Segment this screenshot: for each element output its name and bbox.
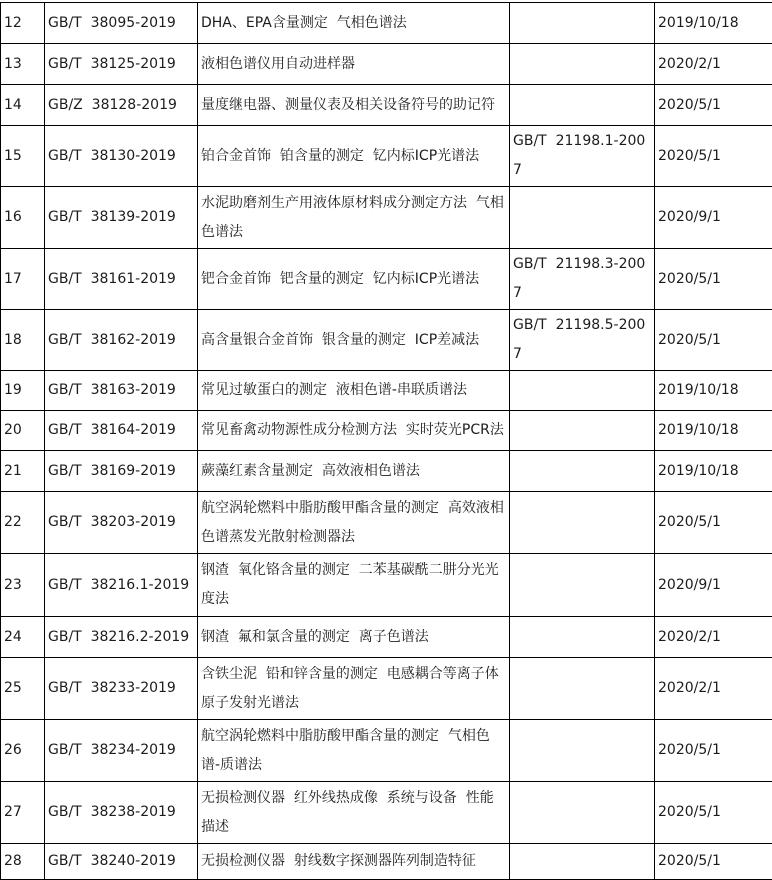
- row-number-cell: 17: [1, 249, 45, 310]
- standards-table-body: [1, 3, 772, 880]
- row-number-cell: 15: [1, 126, 45, 187]
- row-number-cell: 25: [1, 658, 45, 720]
- replaced-standard-cell: GB/T 21198.3-2007: [510, 249, 655, 310]
- replaced-standard-cell: [510, 782, 655, 844]
- standard-name-cell: 高含量银合金首饰 银含量的测定 ICP差减法: [198, 310, 510, 371]
- replaced-standard-cell: [510, 617, 655, 658]
- table-row: [1, 44, 772, 85]
- implementation-date-cell: 2020/5/1: [655, 310, 772, 371]
- row-number-cell: 27: [1, 782, 45, 844]
- replaced-standard-cell: [510, 451, 655, 492]
- replaced-standard-cell: [510, 844, 655, 880]
- standards-table: [0, 2, 772, 880]
- row-number-cell: 23: [1, 554, 45, 617]
- replaced-standard-cell: [510, 371, 655, 411]
- row-number-cell: 26: [1, 720, 45, 782]
- row-number-cell: 12: [1, 3, 45, 44]
- row-number-cell: 28: [1, 844, 45, 880]
- replaced-standard-cell: [510, 554, 655, 617]
- table-row: [1, 720, 772, 782]
- implementation-date-cell: 2020/5/1: [655, 249, 772, 310]
- implementation-date-cell: 2020/5/1: [655, 85, 772, 126]
- standard-name-cell: 量度继电器、测量仪表及相关设备符号的助记符: [198, 85, 510, 126]
- standard-code-cell: GB/T 38130-2019: [45, 126, 198, 187]
- row-number-cell: 13: [1, 44, 45, 85]
- replaced-standard-cell: [510, 3, 655, 44]
- replaced-standard-cell: [510, 720, 655, 782]
- standard-code-cell: GB/T 38216.1-2019: [45, 554, 198, 617]
- standard-code-cell: GB/T 38240-2019: [45, 844, 198, 880]
- standard-code-cell: GB/T 38163-2019: [45, 371, 198, 411]
- standard-name-cell: 航空涡轮燃料中脂肪酸甲酯含量的测定 高效液相色谱蒸发光散射检测器法: [198, 492, 510, 554]
- table-row: [1, 451, 772, 492]
- table-row: [1, 371, 772, 411]
- standard-code-cell: GB/T 38238-2019: [45, 782, 198, 844]
- table-row: [1, 126, 772, 187]
- replaced-standard-cell: GB/T 21198.1-2007: [510, 126, 655, 187]
- standard-code-cell: GB/T 38233-2019: [45, 658, 198, 720]
- standard-name-cell: 铂合金首饰 铂含量的测定 钇内标ICP光谱法: [198, 126, 510, 187]
- table-row: [1, 85, 772, 126]
- table-row: [1, 187, 772, 249]
- implementation-date-cell: 2020/5/1: [655, 126, 772, 187]
- standard-name-cell: 无损检测仪器 红外线热成像 系统与设备 性能描述: [198, 782, 510, 844]
- standard-code-cell: GB/T 38234-2019: [45, 720, 198, 782]
- standard-code-cell: GB/T 38169-2019: [45, 451, 198, 492]
- row-number-cell: 22: [1, 492, 45, 554]
- standard-name-cell: 钢渣 氧化铬含量的测定 二苯基碳酰二肼分光光度法: [198, 554, 510, 617]
- implementation-date-cell: 2020/2/1: [655, 617, 772, 658]
- standard-name-cell: 钢渣 氟和氯含量的测定 离子色谱法: [198, 617, 510, 658]
- table-row: [1, 3, 772, 44]
- implementation-date-cell: 2020/5/1: [655, 782, 772, 844]
- standard-name-cell: 水泥助磨剂生产用液体原材料成分测定方法 气相色谱法: [198, 187, 510, 249]
- replaced-standard-cell: [510, 411, 655, 451]
- implementation-date-cell: 2020/2/1: [655, 44, 772, 85]
- implementation-date-cell: 2020/2/1: [655, 658, 772, 720]
- implementation-date-cell: 2020/5/1: [655, 720, 772, 782]
- row-number-cell: 20: [1, 411, 45, 451]
- standard-code-cell: GB/T 38125-2019: [45, 44, 198, 85]
- implementation-date-cell: 2020/5/1: [655, 492, 772, 554]
- implementation-date-cell: 2020/5/1: [655, 844, 772, 880]
- table-row: [1, 492, 772, 554]
- replaced-standard-cell: [510, 187, 655, 249]
- standard-code-cell: GB/T 38139-2019: [45, 187, 198, 249]
- standard-name-cell: 航空涡轮燃料中脂肪酸甲酯含量的测定 气相色谱-质谱法: [198, 720, 510, 782]
- replaced-standard-cell: [510, 658, 655, 720]
- standard-code-cell: GB/T 38216.2-2019: [45, 617, 198, 658]
- implementation-date-cell: 2020/9/1: [655, 554, 772, 617]
- replaced-standard-cell: [510, 44, 655, 85]
- replaced-standard-cell: [510, 492, 655, 554]
- table-row: [1, 844, 772, 880]
- table-row: [1, 554, 772, 617]
- row-number-cell: 24: [1, 617, 45, 658]
- replaced-standard-cell: [510, 85, 655, 126]
- table-row: [1, 617, 772, 658]
- row-number-cell: 14: [1, 85, 45, 126]
- standard-code-cell: GB/T 38162-2019: [45, 310, 198, 371]
- standard-code-cell: GB/T 38203-2019: [45, 492, 198, 554]
- implementation-date-cell: 2019/10/18: [655, 3, 772, 44]
- standard-name-cell: 蕨藻红素含量测定 高效液相色谱法: [198, 451, 510, 492]
- row-number-cell: 18: [1, 310, 45, 371]
- standard-name-cell: 常见过敏蛋白的测定 液相色谱-串联质谱法: [198, 371, 510, 411]
- implementation-date-cell: 2019/10/18: [655, 371, 772, 411]
- standard-name-cell: 钯合金首饰 钯含量的测定 钇内标ICP光谱法: [198, 249, 510, 310]
- standard-code-cell: GB/T 38164-2019: [45, 411, 198, 451]
- row-number-cell: 21: [1, 451, 45, 492]
- replaced-standard-cell: GB/T 21198.5-2007: [510, 310, 655, 371]
- standard-name-cell: 液相色谱仪用自动进样器: [198, 44, 510, 85]
- table-row: [1, 411, 772, 451]
- row-number-cell: 19: [1, 371, 45, 411]
- standard-name-cell: 含铁尘泥 铅和锌含量的测定 电感耦合等离子体原子发射光谱法: [198, 658, 510, 720]
- implementation-date-cell: 2019/10/18: [655, 451, 772, 492]
- table-row: [1, 310, 772, 371]
- standard-name-cell: 无损检测仪器 射线数字探测器阵列制造特征: [198, 844, 510, 880]
- row-number-cell: 16: [1, 187, 45, 249]
- table-row: [1, 249, 772, 310]
- standard-code-cell: GB/T 38095-2019: [45, 3, 198, 44]
- table-row: [1, 658, 772, 720]
- standard-code-cell: GB/T 38161-2019: [45, 249, 198, 310]
- standard-name-cell: 常见畜禽动物源性成分检测方法 实时荧光PCR法: [198, 411, 510, 451]
- standard-code-cell: GB/Z 38128-2019: [45, 85, 198, 126]
- implementation-date-cell: 2019/10/18: [655, 411, 772, 451]
- implementation-date-cell: 2020/9/1: [655, 187, 772, 249]
- table-row: [1, 782, 772, 844]
- standard-name-cell: DHA、EPA含量测定 气相色谱法: [198, 3, 510, 44]
